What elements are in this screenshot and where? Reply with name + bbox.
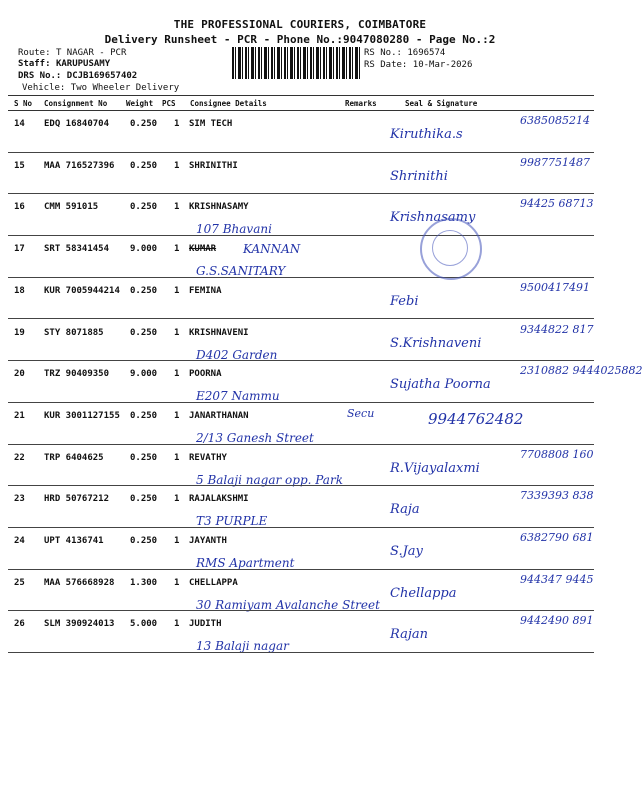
table-row xyxy=(8,111,594,153)
consignment-number: UPT 4136741 xyxy=(44,536,104,546)
table-row xyxy=(8,611,594,653)
consignee-name: KRISHNASAMY xyxy=(189,202,249,213)
consignee-address-handwritten: D402 Garden xyxy=(196,347,278,362)
col-header-consignee: Consignee Details xyxy=(190,99,267,108)
weight-value: 9.000 xyxy=(130,369,158,380)
signature-handwritten: Rajan xyxy=(390,627,428,643)
signature-handwritten: Febi xyxy=(390,293,419,309)
weight-value: 0.250 xyxy=(130,410,158,421)
serial-number: 15 xyxy=(14,160,25,171)
phone-handwritten: 7339393 838 xyxy=(520,489,594,503)
rs-date-label: RS Date: xyxy=(364,60,408,70)
serial-number: 17 xyxy=(14,244,25,255)
consignment-number: TRP 6404625 xyxy=(44,452,104,463)
serial-number: 22 xyxy=(14,452,25,463)
consignee-name: JAYANTH xyxy=(189,536,227,546)
col-header-consignment: Consignment No xyxy=(44,99,108,108)
consignment-number: KUR 7005944214 xyxy=(44,285,120,296)
row-divider xyxy=(8,652,594,653)
table-row xyxy=(8,486,594,528)
header-top-rule xyxy=(8,95,594,96)
pieces-count: 1 xyxy=(174,327,180,338)
weight-value: 5.000 xyxy=(130,619,158,630)
consignee-address-handwritten: G.S.SANITARY xyxy=(196,264,286,279)
phone-handwritten: 7708808 160 xyxy=(520,447,594,461)
signature-handwritten: Sujatha Poorna xyxy=(390,377,491,393)
consignee-name: REVATHY xyxy=(189,452,227,463)
pieces-count: 1 xyxy=(174,369,180,380)
table-row xyxy=(8,278,594,320)
weight-value: 0.250 xyxy=(130,327,158,338)
phone-handwritten: 6382790 681 xyxy=(520,531,594,544)
serial-number: 26 xyxy=(14,619,25,630)
col-header-pcs: PCS xyxy=(162,99,176,108)
phone-handwritten: 944347 9445 xyxy=(520,572,594,586)
table-row xyxy=(8,236,594,278)
route-value: T NAGAR - PCR xyxy=(55,48,127,58)
weight-value: 0.250 xyxy=(130,536,158,546)
signature-handwritten: S.Krishnaveni xyxy=(390,335,482,351)
route-line xyxy=(18,48,126,59)
pieces-count: 1 xyxy=(174,119,180,129)
pieces-count: 1 xyxy=(174,202,180,213)
phone-handwritten: 9987751487 xyxy=(520,155,590,169)
pieces-count: 1 xyxy=(174,410,180,421)
table-row xyxy=(8,528,594,570)
serial-number: 16 xyxy=(14,202,25,213)
serial-number: 20 xyxy=(14,369,25,380)
weight-value: 0.250 xyxy=(130,285,158,296)
consignee-address-handwritten: 30 Ramiyam Avalanche Street xyxy=(196,597,380,612)
consignee-address-handwritten: E207 Nammu xyxy=(196,389,280,404)
table-row xyxy=(8,445,594,487)
vehicle-label: Vehicle: xyxy=(22,83,66,93)
table-row xyxy=(8,570,594,612)
consignee-address-handwritten: 5 Balaji nagar opp. Park xyxy=(196,472,343,487)
consignee-address-handwritten: 13 Balaji nagar xyxy=(196,639,289,654)
barcode xyxy=(232,47,360,79)
consignment-number: STY 8071885 xyxy=(44,327,104,338)
consignment-number: MAA 716527396 xyxy=(44,160,115,171)
signature-handwritten: Chellappa xyxy=(390,585,457,601)
runsheet-subtitle: Delivery Runsheet - PCR - Phone No.:9047080280 - Page No.:2 xyxy=(104,33,496,46)
rs-date-line xyxy=(364,60,472,71)
consignee-name-struck: KUMAR xyxy=(189,244,217,255)
phone-handwritten: 2310882 9444025882 xyxy=(520,364,642,378)
weight-value: 0.250 xyxy=(130,119,158,129)
table-row xyxy=(8,153,594,195)
weight-value: 0.250 xyxy=(130,494,158,505)
consignee-address-handwritten: 107 Bhavani xyxy=(196,222,272,237)
pieces-count: 1 xyxy=(174,536,180,546)
table-row xyxy=(8,361,642,404)
rs-no-line xyxy=(364,48,445,59)
weight-value: 0.250 xyxy=(130,202,158,213)
consignee-name: SIM TECH xyxy=(189,119,233,129)
serial-number: 23 xyxy=(14,494,25,505)
serial-number: 25 xyxy=(14,577,25,588)
consignment-number: KUR 3001127155 xyxy=(44,410,120,421)
col-header-weight: Weight xyxy=(126,99,154,108)
drs-label: DRS No.: xyxy=(18,71,62,81)
pieces-count: 1 xyxy=(174,619,180,630)
pieces-count: 1 xyxy=(174,577,180,588)
signature-handwritten: Kiruthika.s xyxy=(390,127,463,142)
signature-handwritten: Raja xyxy=(390,502,420,518)
table-row xyxy=(8,403,594,445)
signature-handwritten: R.Vijayalaxmi xyxy=(390,460,480,476)
serial-number: 14 xyxy=(14,119,25,129)
pieces-count: 1 xyxy=(174,244,180,255)
consignee-address-handwritten: 2/13 Ganesh Street xyxy=(196,430,314,445)
weight-value: 9.000 xyxy=(130,244,158,255)
weight-value: 0.250 xyxy=(130,160,158,171)
weight-value: 0.250 xyxy=(130,452,158,463)
serial-number: 18 xyxy=(14,285,25,296)
consignee-name: KRISHNAVENI xyxy=(189,327,249,338)
consignment-number: SLM 390924013 xyxy=(44,619,115,630)
phone-handwritten: 9944762482 xyxy=(428,409,524,428)
signature-handwritten: Krishnasamy xyxy=(390,210,476,226)
pieces-count: 1 xyxy=(174,285,180,296)
consignee-name: CHELLAPPA xyxy=(189,577,238,588)
staff-label: Staff: xyxy=(18,59,51,69)
phone-handwritten: 6385085214 xyxy=(520,114,590,127)
col-header-sno: S No xyxy=(14,99,33,108)
consignee-name: JANARTHANAN xyxy=(189,410,249,421)
serial-number: 24 xyxy=(14,536,25,546)
weight-value: 1.300 xyxy=(130,577,158,588)
col-header-signature: Seal & Signature xyxy=(405,99,478,108)
consignee-address-handwritten: RMS Apartment xyxy=(196,556,295,570)
rs-date-value: 10-Mar-2026 xyxy=(412,60,473,70)
staff-value: KARUPUSAMY xyxy=(55,59,111,69)
consignment-number: MAA 576668928 xyxy=(44,577,115,588)
seal-stamp xyxy=(420,218,482,280)
consignment-number: HRD 50767212 xyxy=(44,494,110,505)
staff-line xyxy=(18,59,110,70)
route-label: Route: xyxy=(18,48,51,58)
consignee-name: SHRINITHI xyxy=(189,160,238,171)
phone-handwritten: 9344822 817 xyxy=(520,322,594,336)
serial-number: 21 xyxy=(14,410,25,421)
consignee-name-handwritten: KANNAN xyxy=(243,242,301,257)
signature-handwritten: S.Jay xyxy=(390,544,423,559)
consignment-number: EDQ 16840704 xyxy=(44,119,110,129)
consignee-name: FEMINA xyxy=(189,285,222,296)
col-header-remarks: Remarks xyxy=(345,99,377,108)
consignment-number: CMM 591015 xyxy=(44,202,99,213)
phone-handwritten: 9500417491 xyxy=(520,280,590,294)
consignment-number: SRT 58341454 xyxy=(44,244,110,255)
consignee-name: JUDITH xyxy=(189,619,222,630)
pieces-count: 1 xyxy=(174,494,180,505)
vehicle-value: Two Wheeler Delivery xyxy=(70,83,180,93)
serial-number: 19 xyxy=(14,327,25,338)
rs-no-value: 1696574 xyxy=(407,48,446,58)
phone-handwritten: 9442490 891 xyxy=(520,614,594,628)
vehicle-line xyxy=(22,83,179,94)
consignee-address-handwritten: T3 PURPLE xyxy=(196,514,268,529)
consignee-name: POORNA xyxy=(189,369,222,380)
company-title: THE PROFESSIONAL COURIERS, COIMBATORE xyxy=(173,18,427,31)
table-row xyxy=(8,194,594,236)
phone-handwritten: 94425 68713 xyxy=(520,197,594,211)
drs-line xyxy=(18,71,137,82)
consignment-number: TRZ 90409350 xyxy=(44,369,110,380)
rs-no-label: RS No.: xyxy=(364,48,402,58)
pieces-count: 1 xyxy=(174,160,180,171)
consignee-name: RAJALAKSHMI xyxy=(189,494,249,505)
signature-handwritten: Shrinithi xyxy=(390,168,448,184)
table-row xyxy=(8,320,594,362)
drs-value: DCJB169657402 xyxy=(66,71,138,81)
pieces-count: 1 xyxy=(174,452,180,463)
remarks-handwritten: Secu xyxy=(347,406,375,420)
